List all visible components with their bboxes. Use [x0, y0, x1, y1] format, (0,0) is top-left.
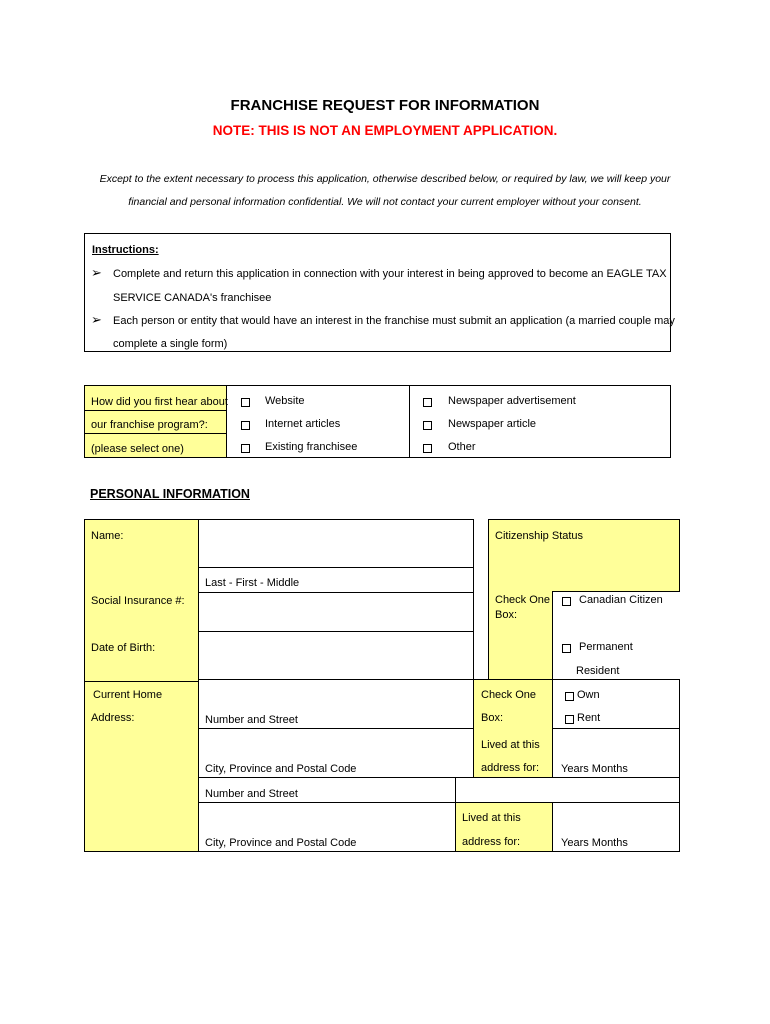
newspaper-ad-checkbox[interactable]	[423, 398, 432, 407]
own-checkbox[interactable]	[565, 692, 574, 701]
home-street-hint: Number and Street	[205, 714, 298, 726]
prev-spacer-cell	[455, 777, 680, 803]
internet-articles-checkbox[interactable]	[241, 421, 250, 430]
rent-option: Rent	[577, 712, 601, 724]
option-newspaper-article: Newspaper article	[448, 418, 537, 430]
hear-about-table	[84, 385, 671, 458]
option-internet-articles: Internet articles	[265, 418, 341, 430]
sin-label: Social Insurance #:	[91, 595, 185, 607]
lived-at-label-2: address for:	[481, 762, 540, 774]
citizenship-label: Citizenship Status	[495, 530, 584, 542]
option-newspaper-ad: Newspaper advertisement	[448, 395, 576, 407]
canadian-citizen-checkbox[interactable]	[562, 597, 571, 606]
dob-input[interactable]	[198, 631, 474, 680]
name-hint: Last - First - Middle	[205, 577, 300, 589]
instructions-heading: Instructions:	[92, 244, 159, 256]
prev-years-months-hint: Years Months	[561, 837, 628, 849]
own-option: Own	[577, 689, 600, 701]
option-other: Other	[448, 441, 476, 453]
hear-about-label-3: (please select one)	[91, 443, 184, 455]
canadian-citizen-option: Canadian Citizen	[579, 594, 663, 606]
home-label-1: Current Home	[93, 689, 163, 701]
personal-label-column	[84, 519, 199, 852]
rent-checkbox[interactable]	[565, 715, 574, 724]
name-input[interactable]	[198, 519, 474, 568]
hear-about-label-1: How did you first hear about	[91, 396, 228, 408]
option-website: Website	[265, 395, 305, 407]
instruction-1-line-2: SERVICE CANADA's franchisee	[113, 292, 272, 304]
website-checkbox[interactable]	[241, 398, 250, 407]
existing-franchisee-checkbox[interactable]	[241, 444, 250, 453]
newspaper-article-checkbox[interactable]	[423, 421, 432, 430]
instructions-box	[84, 233, 675, 352]
instruction-1-line-1: Complete and return this application in connection with your interest in being approved to become an EAGLE TAX	[113, 268, 667, 280]
permanent-resident-checkbox[interactable]	[562, 644, 571, 653]
other-checkbox[interactable]	[423, 444, 432, 453]
check-one-own-rent-label: Check One	[481, 689, 537, 701]
home-label-2: Address:	[91, 712, 135, 724]
intro-line-1: Except to the extent necessary to process this application, otherwise described below, or required by law, we will keep your	[99, 173, 671, 185]
box-own-rent-label: Box:	[481, 712, 504, 724]
name-label: Name:	[91, 530, 124, 542]
prev-lived-at-label-2: address for:	[462, 836, 521, 848]
prev-street-hint: Number and Street	[205, 788, 298, 800]
instruction-2-line-1: Each person or entity that would have an interest in the franchise must submit an application (a married couple may	[113, 315, 675, 327]
prev-city-hint: City, Province and Postal Code	[205, 837, 357, 849]
home-city-hint: City, Province and Postal Code	[205, 763, 357, 775]
employment-note: NOTE: THIS IS NOT AN EMPLOYMENT APPLICATION.	[212, 123, 558, 138]
hear-about-label-2: our franchise program?:	[91, 419, 208, 431]
bullet-arrow-icon: ➢	[91, 312, 102, 327]
page-title: FRANCHISE REQUEST FOR INFORMATION	[230, 97, 540, 114]
prev-lived-at-label-1: Lived at this	[462, 812, 521, 824]
sin-input[interactable]	[198, 592, 474, 632]
resident-option: Resident	[576, 665, 620, 677]
intro-line-2: financial and personal information confidential. We will not contact your current employer without your consent.	[128, 196, 642, 208]
box-label: Box:	[495, 609, 518, 621]
option-existing-franchisee: Existing franchisee	[265, 441, 358, 453]
dob-label: Date of Birth:	[91, 642, 156, 654]
instruction-2-line-2: complete a single form)	[113, 338, 228, 350]
bullet-arrow-icon: ➢	[91, 265, 102, 280]
personal-info-heading: PERSONAL INFORMATION	[90, 487, 250, 501]
check-one-label: Check One	[495, 594, 551, 606]
home-years-months-hint: Years Months	[561, 763, 628, 775]
permanent-option: Permanent	[579, 641, 633, 653]
lived-at-label-1: Lived at this	[481, 739, 540, 751]
